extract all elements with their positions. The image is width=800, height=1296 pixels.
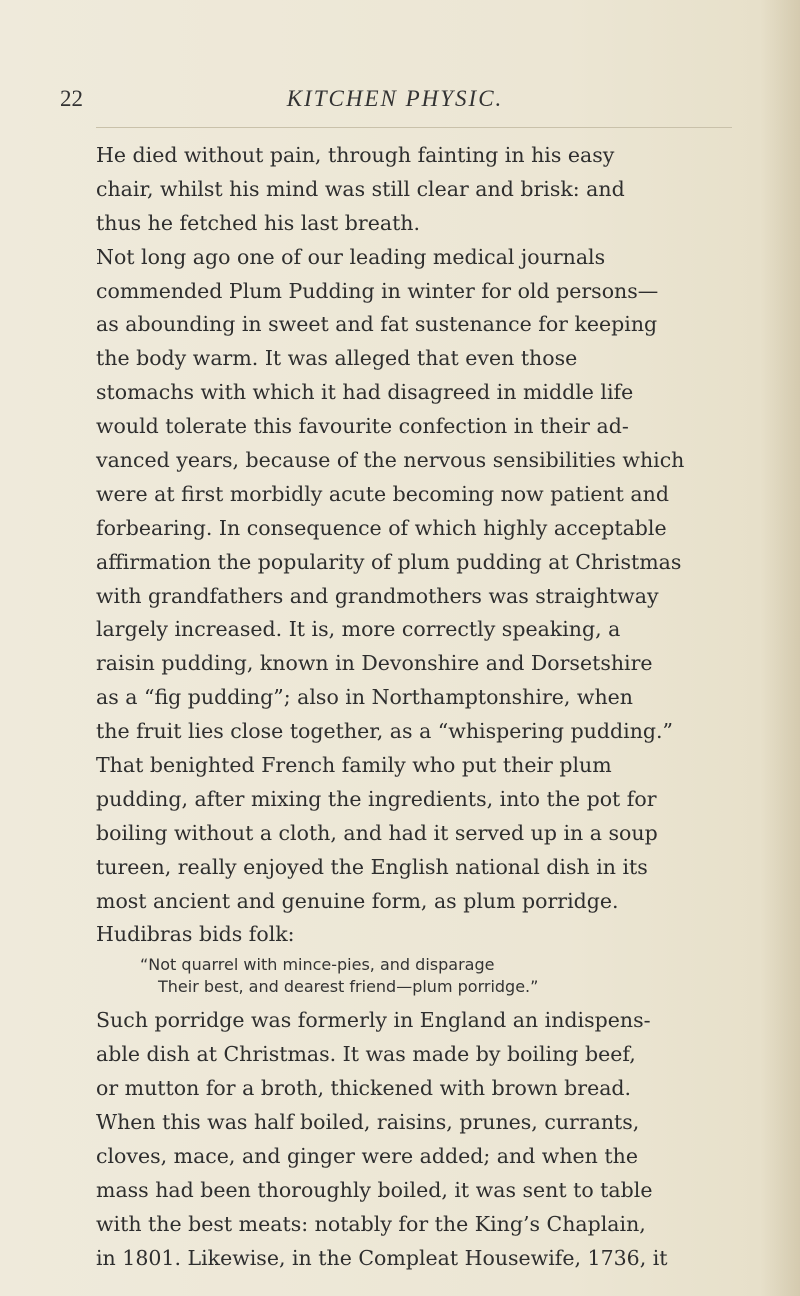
page-header xyxy=(60,86,730,116)
text-line: raisin pudding, known in Devonshire and Dorsetshire xyxy=(96,651,653,676)
text-line: forbearing. In consequence of which highly acceptable xyxy=(96,515,667,540)
text-line: Not long ago one of our leading medical journals xyxy=(96,244,606,269)
text-line: the body warm. It was alleged that even those xyxy=(96,346,578,371)
text-line: able dish at Christmas. It was made by boiling beef, xyxy=(96,1042,636,1067)
verse-quote-line: Their best, and dearest friend—plum porridge.” xyxy=(158,977,539,997)
text-line: or mutton for a broth, thickened with brown bread. xyxy=(96,1076,632,1101)
text-line: That benighted French family who put their plum xyxy=(96,753,612,778)
text-line: affirmation the popularity of plum pudding at Christmas xyxy=(96,549,682,574)
text-line: stomachs with which it had disagreed in middle life xyxy=(96,380,634,405)
page-number: 22 xyxy=(60,86,83,111)
text-line: pudding, after mixing the ingredients, into the pot for xyxy=(96,786,657,811)
verse-quote-line: “Not quarrel with mince-pies, and disparage xyxy=(140,955,495,975)
text-line: tureen, really enjoyed the English national dish in its xyxy=(96,854,648,879)
body-text xyxy=(96,139,736,1276)
text-line: the fruit lies close together, as a “whispering pudding.” xyxy=(96,719,674,744)
text-line: Hudibras bids folk: xyxy=(96,922,295,947)
text-line: most ancient and genuine form, as plum porridge. xyxy=(96,888,619,913)
text-line: chair, whilst his mind was still clear and brisk: and xyxy=(96,176,625,201)
text-line: would tolerate this favourite confection in their ad- xyxy=(96,414,629,439)
text-line: were at first morbidly acute becoming now patient and xyxy=(96,481,669,506)
text-line: cloves, mace, and ginger were added; and when the xyxy=(96,1143,638,1168)
text-line: vanced years, because of the nervous sensibilities which xyxy=(96,448,685,473)
text-line: in 1801. Likewise, in the Compleat Housewife, 1736, it xyxy=(96,1245,668,1270)
text-line: largely increased. It is, more correctly speaking, a xyxy=(96,617,621,642)
text-line: thus he fetched his last breath. xyxy=(96,210,421,235)
page-edge-shadow xyxy=(760,0,800,1296)
text-line: as a “fig pudding”; also in Northamptonshire, when xyxy=(96,685,633,710)
text-line: with the best meats: notably for the King’s Chaplain, xyxy=(96,1211,646,1236)
text-line: commended Plum Pudding in winter for old persons— xyxy=(96,278,659,303)
text-line: boiling without a cloth, and had it served up in a soup xyxy=(96,820,658,845)
running-head: KITCHEN PHYSIC. xyxy=(286,86,504,111)
text-line: Such porridge was formerly in England an indispens- xyxy=(96,1008,651,1033)
text-line: He died without pain, through fainting in his easy xyxy=(96,143,615,167)
text-line: When this was half boiled, raisins, prunes, currants, xyxy=(96,1110,640,1135)
text-line: as abounding in sweet and fat sustenance for keeping xyxy=(96,312,658,337)
text-line: with grandfathers and grandmothers was straightway xyxy=(96,583,659,608)
header-rule xyxy=(96,127,732,128)
text-line: mass had been thoroughly boiled, it was sent to table xyxy=(96,1177,653,1202)
